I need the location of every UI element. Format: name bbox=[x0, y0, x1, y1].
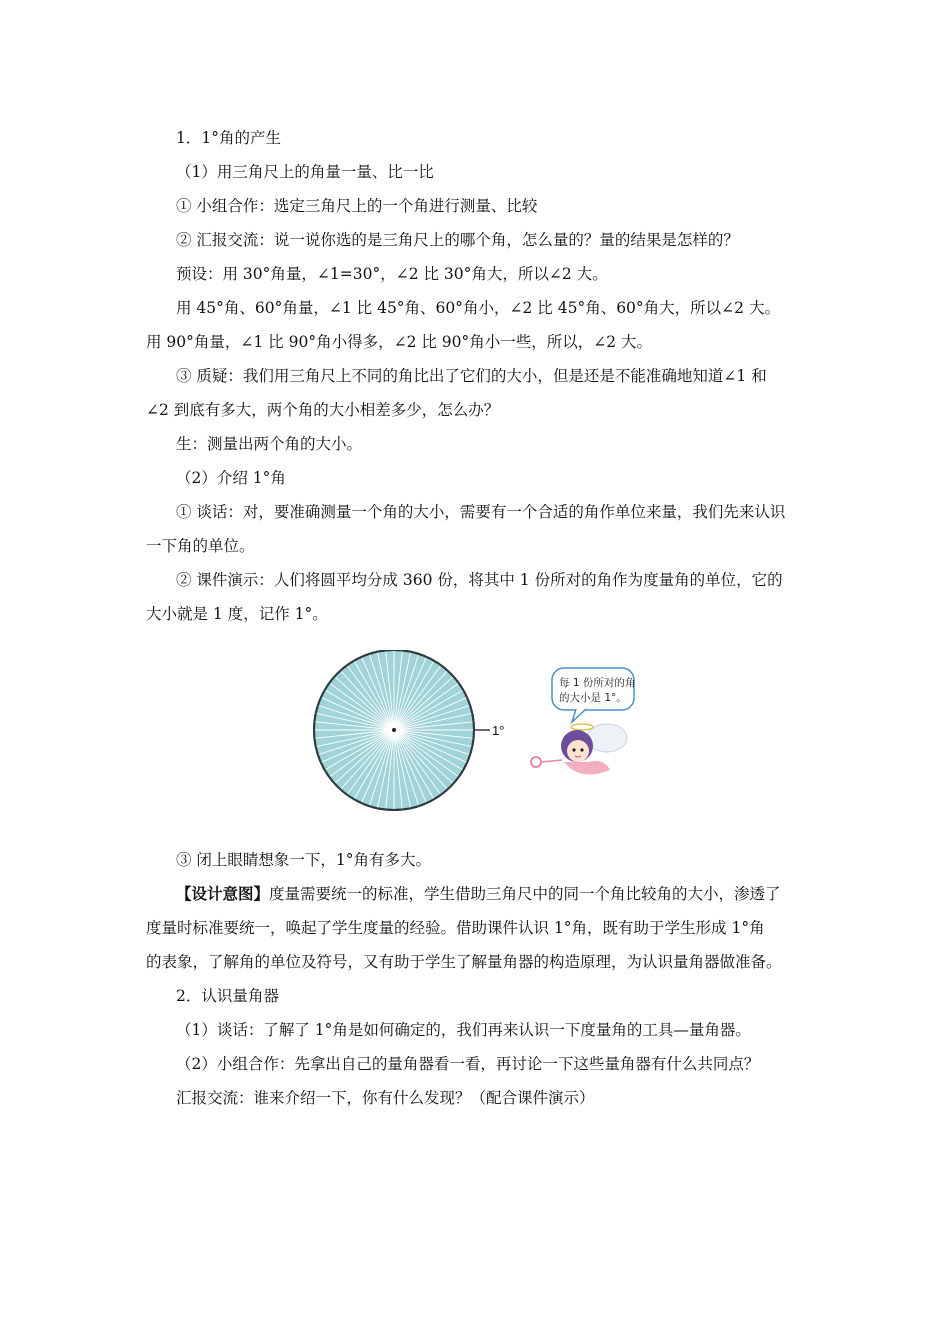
paragraph: ② 汇报交流：说一说你选的是三角尺上的哪个角，怎么量的？量的结果是怎样的？ bbox=[176, 231, 739, 249]
paragraph: ① 谈话：对，要准确测量一个角的大小，需要有一个合适的角作单位来量，我们先来认识 bbox=[176, 503, 786, 521]
paragraph: ∠2 到底有多大，两个角的大小相差多少，怎么办？ bbox=[146, 401, 500, 419]
circle-center bbox=[392, 728, 396, 732]
subsection-heading-1: （1）用三角尺上的角量一量、比一比 bbox=[176, 163, 434, 181]
subsection-heading-2: （2）介绍 1°角 bbox=[176, 469, 286, 487]
one-degree-label: 1° bbox=[492, 723, 505, 738]
paragraph: 用 45°角、60°角量，∠1 比 45°角、60°角小，∠2 比 45°角、60°角大，所以∠2 大。 bbox=[176, 299, 780, 317]
paragraph: ③ 质疑：我们用三角尺上不同的角比出了它们的大小，但是还是不能准确地知道∠1 和 bbox=[176, 367, 767, 385]
design-intent-text: 度量需要统一的标准，学生借助三角尺中的同一个角比较角的大小，渗透了 bbox=[269, 885, 781, 903]
paragraph: 预设：用 30°角量，∠1=30°，∠2 比 30°角大，所以∠2 大。 bbox=[176, 265, 608, 283]
paragraph: 生：测量出两个角的大小。 bbox=[176, 435, 363, 453]
paragraph: ① 小组合作：选定三角尺上的一个角进行测量、比较 bbox=[176, 197, 538, 215]
paragraph: 大小就是 1 度，记作 1°。 bbox=[146, 605, 328, 623]
paragraph: 用 90°角量，∠1 比 90°角小得多，∠2 比 90°角小一些，所以，∠2 大。 bbox=[146, 333, 653, 351]
paragraph: （1）谈话：了解了 1°角是如何确定的，我们再来认识一下度量角的工具—量角器。 bbox=[176, 1021, 751, 1039]
paragraph: ② 课件演示：人们将圆平均分成 360 份，将其中 1 份所对的角作为度量角的单位，它的 bbox=[176, 571, 783, 589]
speech-bubble bbox=[552, 668, 635, 722]
section-heading-2: 2．认识量角器 bbox=[176, 987, 279, 1005]
paragraph: 汇报交流：谁来介绍一下，你有什么发现？（配合课件演示） bbox=[176, 1089, 595, 1107]
degree-figure bbox=[312, 650, 642, 825]
circle-divided-figure bbox=[312, 650, 642, 825]
design-intent-paragraph bbox=[176, 884, 810, 904]
paragraph: 的表象，了解角的单位及符号，又有助于学生了解量角器的构造原理，为认识量角器做准备。 bbox=[146, 953, 782, 971]
paragraph: 度量时标准要统一，唤起了学生度量的经验。借助课件认识 1°角，既有助于学生形成 1°角 bbox=[146, 919, 765, 937]
design-intent-tag: 【设计意图】 bbox=[176, 884, 270, 903]
divided-circle bbox=[314, 650, 474, 810]
cartoon-girl-icon bbox=[531, 724, 627, 775]
paragraph: 一下角的单位。 bbox=[146, 537, 255, 555]
bubble-text-line-2: 的大小是 1°。 bbox=[559, 692, 627, 704]
paragraph: ③ 闭上眼睛想象一下，1°角有多大。 bbox=[176, 851, 432, 869]
paragraph: （2）小组合作：先拿出自己的量角器看一看，再讨论一下这些量角器有什么共同点？ bbox=[176, 1055, 760, 1073]
bubble-text-line-1: 每 1 份所对的角 bbox=[559, 677, 636, 689]
section-heading-1: 1．1°角的产生 bbox=[176, 129, 281, 147]
